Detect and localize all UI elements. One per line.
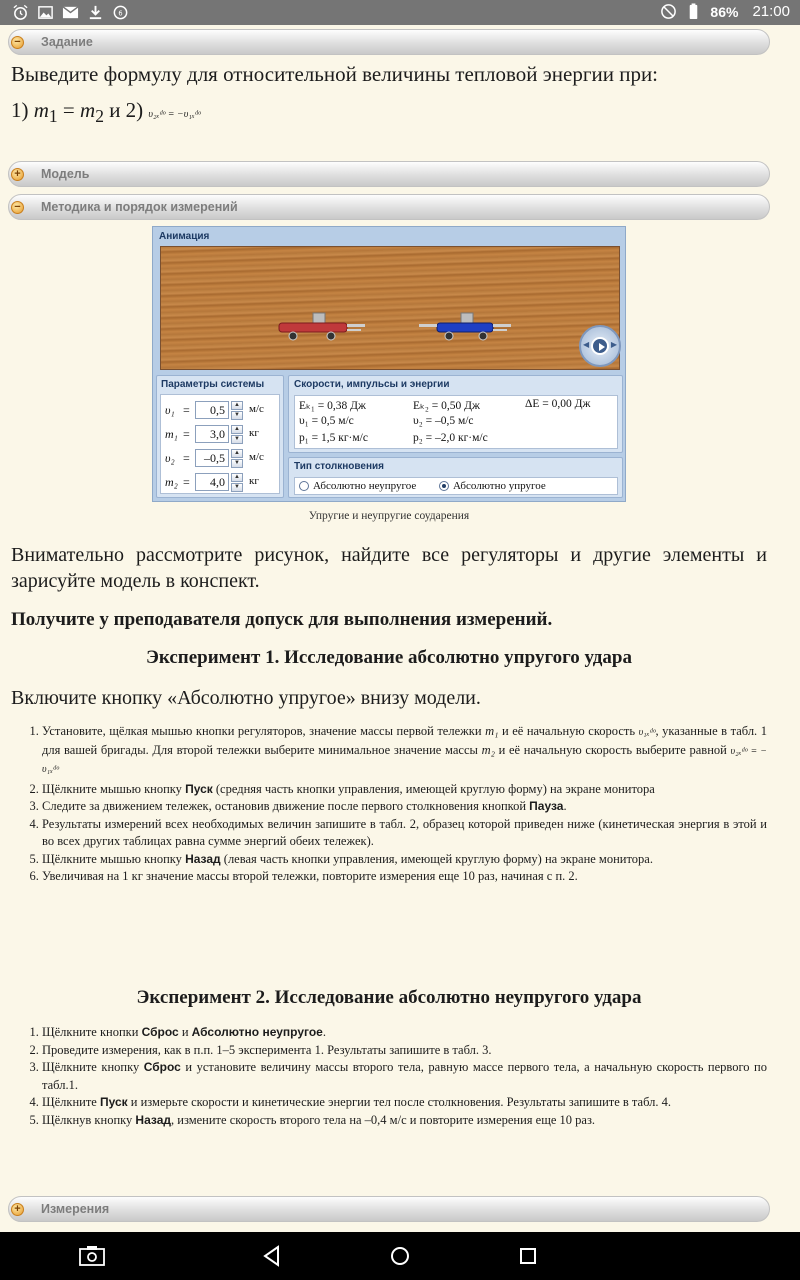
mass-index: 2 bbox=[95, 106, 104, 127]
list-item bbox=[42, 816, 767, 851]
step-text: Установите, щёлкая мышью кнопки регуляторов, значение массы первой тележки bbox=[42, 724, 486, 738]
step-text: и её начальную скорость выберите равной bbox=[494, 742, 731, 757]
radio-icon[interactable] bbox=[299, 481, 309, 491]
step-text: Проведите измерения, как в п.п. 1–5 эксперимента 1. Результаты запишите в табл. 3. bbox=[42, 1042, 492, 1057]
step-text: , измените скорость второго тела на –0,4 м/с и повторите измерения еще 10 раз. bbox=[171, 1112, 596, 1127]
back-arrow-icon[interactable]: ◀ bbox=[583, 340, 590, 349]
params-title: Параметры системы bbox=[161, 379, 265, 390]
param-symbol: υ₂ bbox=[165, 451, 175, 465]
radio-label: Абсолютно упругое bbox=[453, 480, 546, 492]
step-text: Следите за движением тележек, остановив движение после первого столкновения кнопкой bbox=[42, 799, 530, 813]
param-symbol: υ₁ bbox=[165, 403, 175, 417]
kinetic-energy-1: Eₖ₁ = 0,38 Дж bbox=[299, 400, 366, 412]
navigation-bar bbox=[0, 1232, 800, 1280]
radio-selected-icon[interactable] bbox=[439, 481, 449, 491]
clock: 21:00 bbox=[752, 3, 790, 20]
animation-title: Анимация bbox=[159, 231, 210, 242]
velocity-symbol: υ₁ₓᵈᵒ bbox=[638, 727, 656, 738]
section-model-header[interactable] bbox=[8, 161, 770, 187]
button-name: Пуск bbox=[185, 781, 213, 796]
task-cases bbox=[11, 98, 767, 127]
experiment-1-title: Эксперимент 1. Исследование абсолютно упругого удара bbox=[145, 647, 632, 668]
up-arrow-icon[interactable]: ▲ bbox=[231, 401, 243, 410]
param-v1: υ₁ = 0,5 ▲ ▼ м/с bbox=[165, 402, 264, 418]
button-name: Назад bbox=[135, 1112, 172, 1127]
alarm-icon bbox=[12, 4, 29, 21]
value-stepper[interactable] bbox=[231, 449, 243, 467]
section-measurements-header[interactable] bbox=[8, 1196, 770, 1222]
param-value-input[interactable]: 4,0 bbox=[195, 473, 229, 491]
download-icon bbox=[87, 4, 104, 21]
experiment-2-steps bbox=[42, 1024, 767, 1129]
collapse-icon[interactable]: − bbox=[11, 36, 24, 49]
up-arrow-icon[interactable]: ▲ bbox=[231, 449, 243, 458]
param-symbol: m₂ bbox=[165, 475, 178, 489]
forward-arrow-icon[interactable]: ▶ bbox=[610, 340, 617, 349]
params-panel bbox=[156, 375, 284, 498]
list-item bbox=[42, 1024, 767, 1042]
step-text: и измерьте скорости и кинетические энергии тел после столкновения. Результаты запишите в табл. 4. bbox=[127, 1095, 672, 1109]
step-text: Щёлкните bbox=[42, 1095, 100, 1109]
case-two-label: и 2) bbox=[103, 98, 149, 122]
play-button[interactable] bbox=[591, 337, 609, 355]
radio-inelastic[interactable] bbox=[299, 480, 416, 492]
expand-icon[interactable]: + bbox=[11, 168, 24, 181]
task-text: Выведите формулу для относительной величины тепловой энергии при: bbox=[11, 62, 659, 86]
down-arrow-icon[interactable]: ▼ bbox=[231, 435, 243, 444]
step-text: Результаты измерений всех необходимых величин запишите в табл. 2, образец которой приведен ниже (кинетическая энергия в этой и во всех других таблицах равна сумме энергий обеих тележек). bbox=[42, 816, 767, 848]
step-text: и установите величину массы второго тела, равную массе первого тела, а начальную скорость первого по табл.1. bbox=[42, 1060, 767, 1092]
energy-delta: ΔE = 0,00 Дж bbox=[525, 398, 591, 410]
back-icon[interactable] bbox=[257, 1242, 287, 1270]
velocity-formula: υ₂ₓᵈᵒ = − υ₁ₓᵈᵒ bbox=[42, 745, 767, 775]
velocity-1: υ₁ = 0,5 м/с bbox=[299, 415, 354, 427]
equals-sign: = bbox=[57, 98, 81, 122]
radio-label: Абсолютно неупругое bbox=[313, 480, 417, 492]
step-text: Щёлкните мышью кнопку bbox=[42, 851, 186, 866]
experiment-1-steps bbox=[42, 723, 767, 886]
play-icon bbox=[592, 338, 610, 356]
battery-icon bbox=[685, 3, 702, 20]
down-arrow-icon[interactable]: ▼ bbox=[231, 459, 243, 468]
case-one-label: 1) bbox=[11, 98, 34, 122]
mass-symbol: m₂ bbox=[481, 742, 495, 757]
svg-text:6: 6 bbox=[118, 9, 123, 18]
button-name: Абсолютно неупругое bbox=[191, 1025, 323, 1039]
step-text: Щёлкните кнопку bbox=[42, 1060, 144, 1074]
image-icon bbox=[37, 4, 54, 21]
button-name: Сброс bbox=[143, 1060, 181, 1074]
mass-symbol: m₁ bbox=[485, 724, 499, 738]
section-method-header[interactable] bbox=[8, 194, 770, 220]
kinetic-energy-2: Eₖ₂ = 0,50 Дж bbox=[413, 400, 480, 412]
param-unit: кг bbox=[249, 427, 259, 439]
step-text: . bbox=[322, 1025, 326, 1039]
mass-index: 1 bbox=[48, 106, 58, 127]
mail-icon bbox=[62, 4, 79, 21]
cart-1 bbox=[271, 311, 371, 343]
button-name: Назад bbox=[185, 851, 221, 866]
down-arrow-icon[interactable]: ▼ bbox=[231, 411, 243, 420]
list-item bbox=[42, 1042, 767, 1060]
param-m2: m₂ = 4,0 ▲ ▼ кг bbox=[165, 474, 259, 490]
button-name: Пуск bbox=[99, 1095, 128, 1109]
mass-symbol: m bbox=[33, 98, 49, 122]
status-bar bbox=[0, 0, 800, 25]
energy-title: Скорости, импульсы и энергии bbox=[294, 379, 450, 390]
radio-elastic[interactable] bbox=[439, 480, 546, 492]
list-item bbox=[42, 868, 767, 886]
param-value-input[interactable]: 0,5 bbox=[195, 401, 229, 419]
experiment-2-title: Эксперимент 2. Исследование абсолютно неупругого удара bbox=[136, 987, 642, 1008]
param-value-input[interactable]: 3,0 bbox=[195, 425, 229, 443]
step-text: (средняя часть кнопки управления, имеющей круглую форму) на экране монитора bbox=[212, 781, 655, 796]
button-name: Пауза bbox=[529, 799, 564, 813]
permission-paragraph: Получите у преподавателя допуск для выполнения измерений. bbox=[11, 609, 553, 630]
param-value-input[interactable]: –0,5 bbox=[195, 449, 229, 467]
collision-type-panel bbox=[288, 457, 623, 498]
step-text: и её начальную скорость bbox=[498, 724, 639, 738]
collapse-icon[interactable]: − bbox=[11, 201, 24, 214]
list-item bbox=[42, 851, 767, 869]
step-text: , указанные в табл. 1 для вашей бригады. Для второй тележки выберите минимальное значение массы bbox=[42, 724, 767, 757]
value-stepper[interactable] bbox=[231, 425, 243, 443]
params-box bbox=[160, 394, 280, 494]
energy-panel bbox=[288, 375, 623, 453]
down-arrow-icon[interactable]: ▼ bbox=[231, 483, 243, 492]
section-label: Измерения bbox=[41, 1202, 110, 1216]
section-label: Методика и порядок измерений bbox=[41, 200, 238, 214]
param-symbol: m₁ bbox=[165, 427, 178, 441]
list-item bbox=[42, 1094, 767, 1112]
list-item bbox=[42, 1112, 767, 1130]
step-text: Увеличивая на 1 кг значение массы второй тележки, повторите измерения еще 10 раз, начиная с п. 2. bbox=[42, 869, 578, 883]
list-item bbox=[42, 723, 767, 779]
step-text: . bbox=[563, 799, 567, 813]
button-name: Сброс bbox=[141, 1025, 179, 1039]
energy-box bbox=[294, 395, 618, 449]
mass-symbol: m bbox=[80, 98, 96, 122]
up-arrow-icon[interactable]: ▲ bbox=[231, 425, 243, 434]
section-label: Задание bbox=[41, 35, 93, 49]
home-icon[interactable] bbox=[385, 1242, 415, 1270]
playback-control[interactable] bbox=[579, 325, 621, 367]
step-text: Щёлкните мышью кнопку bbox=[42, 781, 186, 796]
expand-icon[interactable]: + bbox=[11, 1203, 24, 1216]
param-unit: м/с bbox=[249, 451, 264, 463]
elastic-instruction: Включите кнопку «Абсолютно упругое» внизу модели. bbox=[11, 687, 481, 709]
momentum-1: p₁ = 1,5 кг·м/с bbox=[299, 432, 368, 444]
velocity-2: υ₂ = –0,5 м/с bbox=[413, 415, 474, 427]
value-stepper[interactable] bbox=[231, 401, 243, 419]
do-not-disturb-icon bbox=[660, 3, 677, 20]
step-text: (левая часть кнопки управления, имеющей круглую форму) на экране монитора. bbox=[220, 851, 653, 866]
collision-options bbox=[294, 477, 618, 495]
section-label: Модель bbox=[41, 167, 90, 181]
step-text: и bbox=[178, 1025, 192, 1039]
param-unit: кг bbox=[249, 475, 259, 487]
velocity-formula: υ₂ₓᵈᵒ = −υ₁ₓᵈᵒ bbox=[148, 109, 201, 120]
instruction-paragraph: Внимательно рассмотрите рисунок, найдите все регуляторы и другие элементы и зарисуйте модель в конспект. bbox=[11, 544, 767, 592]
momentum-2: p₂ = –2,0 кг·м/с bbox=[413, 432, 488, 444]
battery-percent: 86% bbox=[710, 3, 739, 20]
data-saver-icon bbox=[112, 4, 129, 21]
collision-simulation bbox=[152, 226, 626, 502]
section-task-header[interactable] bbox=[8, 29, 770, 55]
param-v2: υ₂ = –0,5 ▲ ▼ м/с bbox=[165, 450, 264, 466]
list-item bbox=[42, 1059, 767, 1094]
param-unit: м/с bbox=[249, 403, 264, 415]
param-m1: m₁ = 3,0 ▲ ▼ кг bbox=[165, 426, 259, 442]
list-item bbox=[42, 798, 767, 816]
screenshot-icon[interactable] bbox=[77, 1242, 107, 1270]
value-stepper[interactable] bbox=[231, 473, 243, 491]
step-text: Щёлкнув кнопку bbox=[42, 1112, 136, 1127]
cart-2 bbox=[415, 311, 515, 343]
step-text: Щёлкните кнопки bbox=[42, 1025, 142, 1039]
figure-caption: Упругие и неупругие соударения bbox=[308, 510, 470, 522]
list-item bbox=[42, 781, 767, 799]
collision-title: Тип столкновения bbox=[294, 461, 384, 472]
up-arrow-icon[interactable]: ▲ bbox=[231, 473, 243, 482]
recents-icon[interactable] bbox=[513, 1242, 543, 1270]
wood-track bbox=[160, 246, 620, 370]
